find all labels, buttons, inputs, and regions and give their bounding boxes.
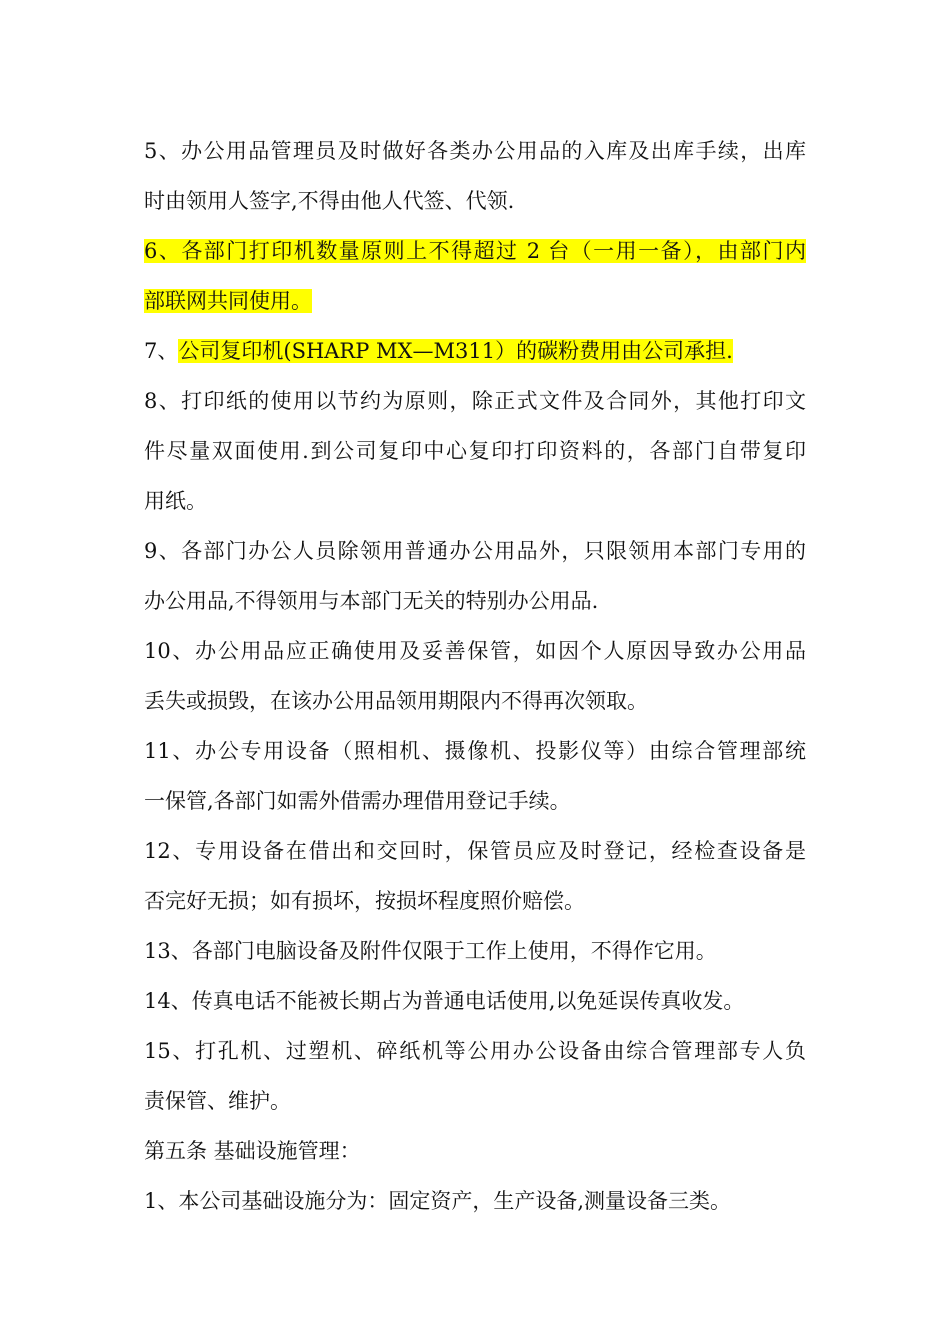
- text-line: [144, 326, 806, 376]
- text-line: [144, 176, 806, 226]
- text-line: [144, 1176, 806, 1226]
- highlighted-text: 部联网共同使用。: [144, 289, 312, 313]
- text-line: [144, 1076, 806, 1126]
- text-line: [144, 826, 806, 876]
- line-text: 办公用品,不得领用与本部门无关的特别办公用品.: [144, 589, 599, 613]
- line-text: 7、: [144, 339, 179, 363]
- line-text: 13、各部门电脑设备及附件仅限于工作上使用，不得作它用。: [144, 939, 717, 963]
- text-line: [144, 876, 806, 926]
- text-line: [144, 726, 806, 776]
- heading-text: 第五条 基础设施管理：: [144, 1139, 361, 1163]
- text-line: [144, 526, 806, 576]
- line-text: 14、传真电话不能被长期占为普通电话使用,以免延误传真收发。: [144, 989, 745, 1013]
- line-text: 时由领用人签字,不得由他人代签、代领.: [144, 189, 515, 213]
- section-heading: [144, 1126, 806, 1176]
- text-line: [144, 776, 806, 826]
- line-text: 5、办公用品管理员及时做好各类办公用品的入库及出库手续，出库: [144, 139, 806, 163]
- line-text: 12、专用设备在借出和交回时，保管员应及时登记，经检查设备是: [144, 839, 806, 863]
- highlighted-text: 公司复印机(SHARP MX—M311）的碳粉费用由公司承担.: [178, 339, 733, 363]
- document-page: [144, 126, 806, 1226]
- text-line: [144, 676, 806, 726]
- text-line: [144, 426, 806, 476]
- line-text: 用纸。: [144, 489, 207, 513]
- highlighted-text: 6、各部门打印机数量原则上不得超过 2 台（一用一备），由部门内: [144, 239, 806, 263]
- line-text: 一保管,各部门如需外借需办理借用登记手续。: [144, 789, 571, 813]
- line-text: 11、办公专用设备（照相机、摄像机、投影仪等）由综合管理部统: [144, 739, 806, 763]
- line-text: 否完好无损；如有损坏，按损坏程度照价赔偿。: [144, 889, 585, 913]
- text-line: [144, 626, 806, 676]
- text-line: [144, 976, 806, 1026]
- line-text: 9、各部门办公人员除领用普通办公用品外，只限领用本部门专用的: [144, 539, 806, 563]
- line-text: 丢失或损毁，在该办公用品领用期限内不得再次领取。: [144, 689, 648, 713]
- line-text: 10、办公用品应正确使用及妥善保管，如因个人原因导致办公用品: [144, 639, 806, 663]
- text-line: [144, 126, 806, 176]
- line-text: 1、本公司基础设施分为：固定资产，生产设备,测量设备三类。: [144, 1189, 732, 1213]
- line-text: 15、打孔机、过塑机、碎纸机等公用办公设备由综合管理部专人负: [144, 1039, 806, 1063]
- line-text: 责保管、维护。: [144, 1089, 291, 1113]
- text-line: [144, 476, 806, 526]
- text-line: [144, 376, 806, 426]
- text-line: [144, 926, 806, 976]
- text-line: [144, 276, 806, 326]
- text-line: [144, 1026, 806, 1076]
- text-line: [144, 576, 806, 626]
- line-text: 件尽量双面使用.到公司复印中心复印打印资料的，各部门自带复印: [144, 439, 806, 463]
- text-line: [144, 226, 806, 276]
- line-text: 8、打印纸的使用以节约为原则，除正式文件及合同外，其他打印文: [144, 389, 806, 413]
